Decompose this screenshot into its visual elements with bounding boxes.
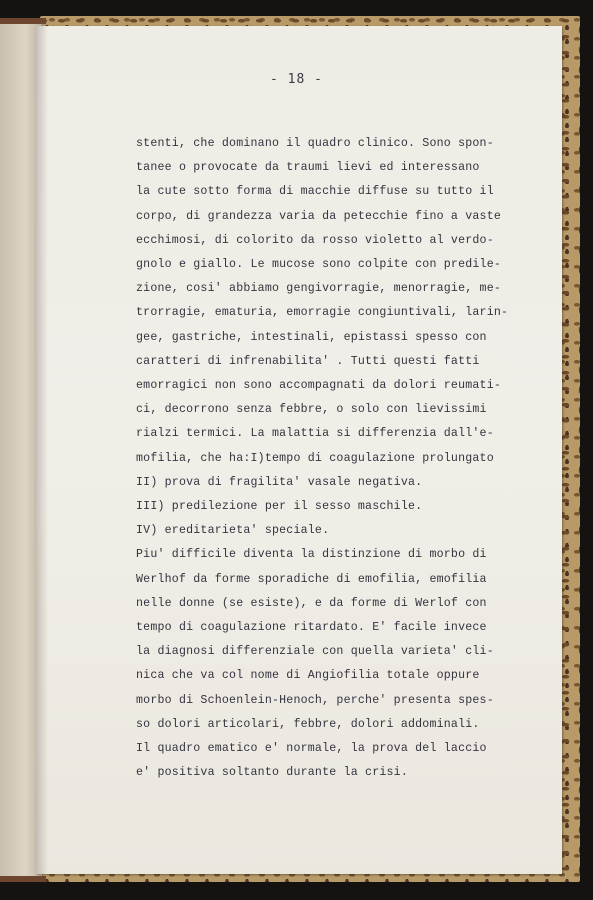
- text-line: gee, gastriche, intestinali, epistassi spesso con: [136, 330, 487, 344]
- text-line: stenti, che dominano il quadro clinico. Sono spon-: [136, 137, 494, 150]
- text-line: Il quadro ematico e' normale, la prova del laccio: [136, 742, 487, 756]
- text-line: zione, cosi' abbiamo gengivorragie, menorragie, me-: [136, 282, 502, 296]
- text-line: gnolo e giallo. Le mucose sono colpite con predile-: [136, 258, 502, 272]
- text-line: nica che va col nome di Angiofilia totale oppure: [136, 669, 480, 683]
- binding-edge-bottom: [0, 876, 46, 882]
- binding-edge-top: [0, 18, 46, 24]
- text-line: la cute sotto forma di macchie diffuse su tutto il: [136, 185, 494, 199]
- text-line: caratteri di infrenabilita' . Tutti questi fatti: [136, 354, 480, 368]
- text-line: rialzi termici. La malattia si differenzia dall'e-: [136, 427, 494, 441]
- text-line: la diagnosi differenziale con quella varieta' cli-: [136, 645, 494, 659]
- text-line: corpo, di grandezza varia da petecchie fino a vaste: [136, 209, 502, 223]
- text-line: morbo di Schoenlein-Henoch, perche' presenta spes-: [136, 693, 494, 707]
- text-line: Piu' difficile diventa la distinzione di morbo di: [136, 548, 487, 562]
- text-line: ecchimosi, di colorito da rosso violetto al verdo-: [136, 233, 494, 247]
- text-line: tempo di coagulazione ritardato. E' facile invece: [136, 621, 487, 635]
- text-line: II) prova di fragilita' vasale negativa.: [136, 475, 423, 489]
- text-line: mofilia, che ha:I)tempo di coagulazione prolungato: [136, 451, 494, 465]
- text-line: nelle donne (se esiste), e da forme di Werlof con: [136, 596, 487, 610]
- text-line: Werlhof da forme sporadiche di emofilia, emofilia: [136, 572, 487, 586]
- page-number: - 18 -: [270, 72, 323, 87]
- page-gutter-shadow: [36, 26, 48, 874]
- text-line: III) predilezione per il sesso maschile.: [136, 500, 423, 514]
- body-text: [136, 132, 536, 785]
- text-line: e' positiva soltanto durante la crisi.: [136, 766, 408, 780]
- text-line: IV) ereditarieta' speciale.: [136, 524, 330, 538]
- text-line: ci, decorrono senza febbre, o solo con lievissimi: [136, 403, 487, 417]
- text-line: tanee o provocate da traumi lievi ed interessano: [136, 161, 480, 175]
- text-line: emorragici non sono accompagnati da dolori reumati-: [136, 379, 502, 393]
- text-line: so dolori articolari, febbre, dolori addominali.: [136, 717, 480, 731]
- text-line: trorragie, ematuria, emorragie congiuntivali, larin-: [136, 306, 509, 320]
